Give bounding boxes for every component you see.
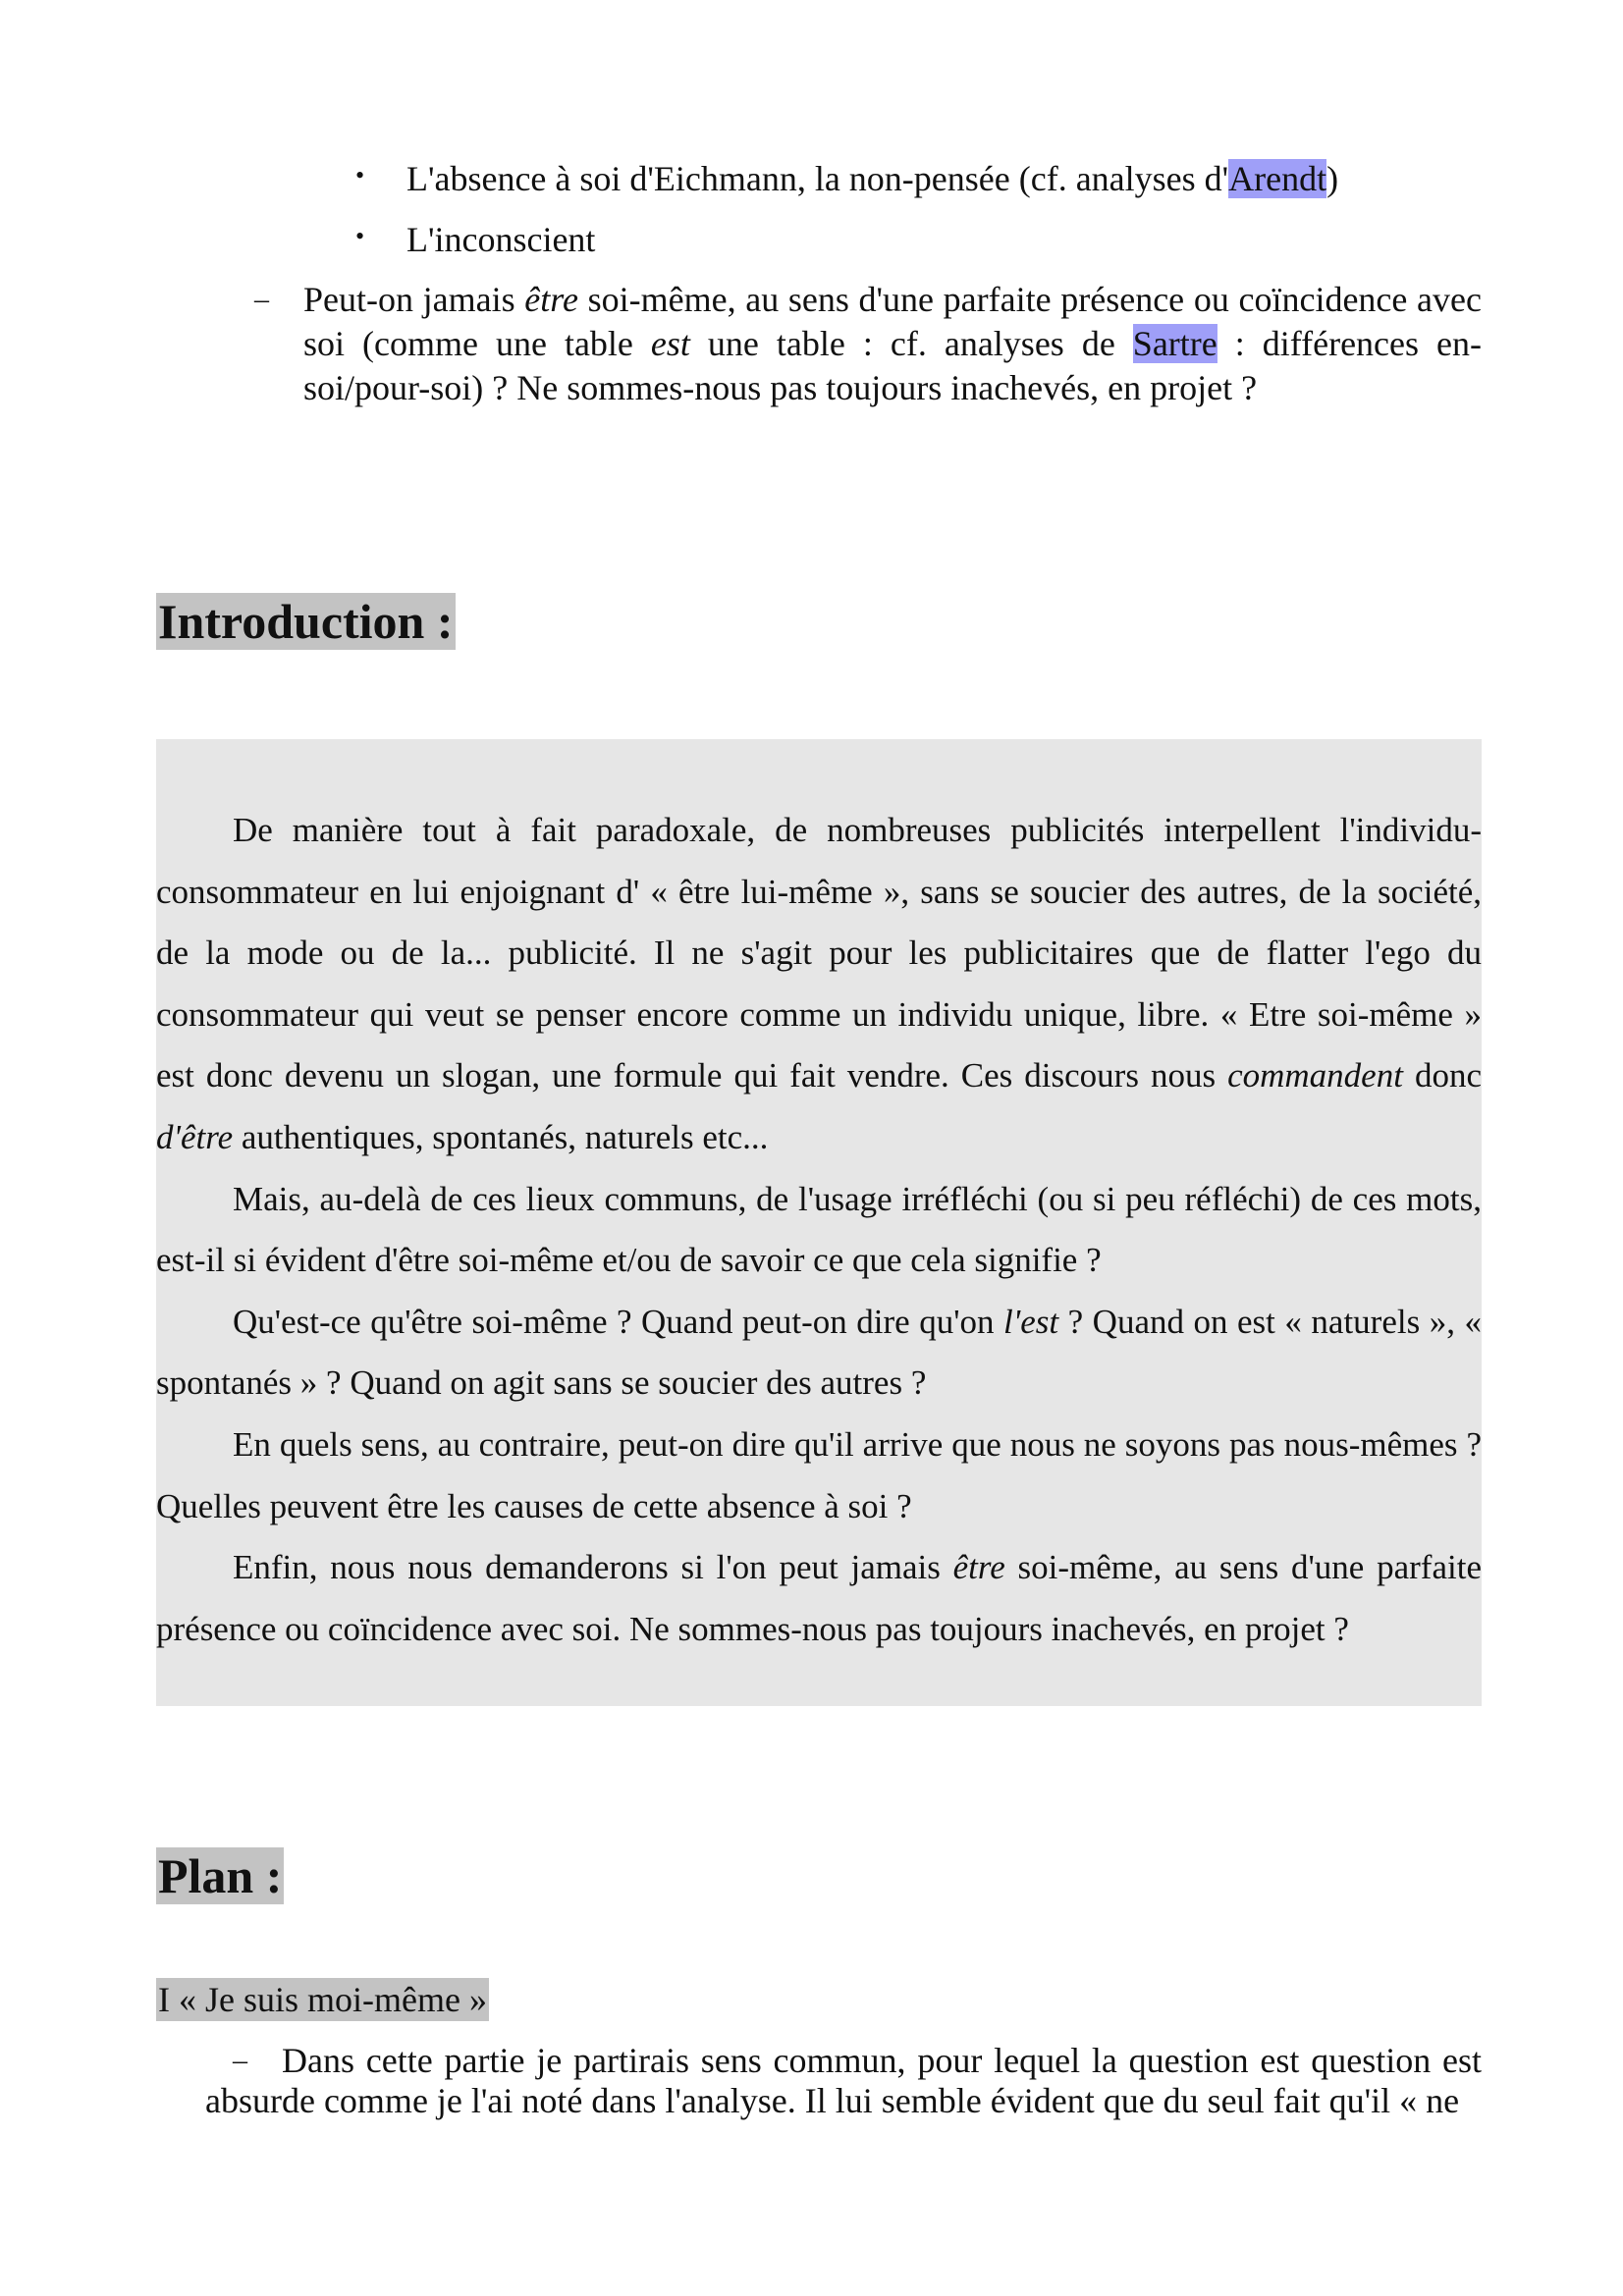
part-one-text: Dans cette partie je partirais sens commun, pour lequel la question est question est absurde comme je l'ai noté dans l'analyse. Il lui semble évident que du seul fait qu'il « ne <box>205 2041 1482 2120</box>
introduction-text <box>156 800 1482 1660</box>
bullet-glyph: • <box>355 161 365 189</box>
part-one-title: I « Je suis moi-même » <box>158 1980 487 2019</box>
bullet-item-inconscient: L'inconscient <box>406 220 596 259</box>
bullet-text-end: ) <box>1326 159 1339 198</box>
highlighted-name-arendt: Arendt <box>1228 159 1327 198</box>
dash-glyph: – <box>254 283 269 315</box>
intro-paragraph-1: De manière tout à fait paradoxale, de nombreuses publicités interpellent l'individu-consommateur en lui enjoignant d' « être lui-même », sans se soucier des autres, de la société, de la mode ou de la... publicité. Il ne s'agit pour les publicitaires que de flatter l'ego du consommateur qui veut se penser encore comme un individu unique, libre. « Etre soi-même » est donc devenu un slogan, une formule qui fait vendre. Ces discours nous commandent donc d'être authentiques, spontanés, naturels etc... <box>156 811 1482 1156</box>
dash-item-presence: Peut-on jamais être soi-même, au sens d'une parfaite présence ou coïncidence avec soi (comme une table est une table : cf. analyses de Sartre : différences en-soi/pour-soi) ? Ne sommes-nous pas toujours inachevés, en projet ? <box>303 280 1482 407</box>
plan-heading: Plan : <box>158 1848 283 1903</box>
intro-paragraph-5: Enfin, nous nous demanderons si l'on peut jamais être soi-même, au sens d'une parfaite présence ou coïncidence avec soi. Ne sommes-nous pas toujours inachevés, en projet ? <box>156 1548 1482 1648</box>
bullet-item-arendt <box>406 157 1338 200</box>
intro-paragraph-2: Mais, au-delà de ces lieux communs, de l'usage irréfléchi (ou si peu réfléchi) de ces mots, est-il si évident d'être soi-même et/ou de savoir ce que cela signifie ? <box>156 1179 1482 1280</box>
dash-glyph: – <box>233 2044 247 2076</box>
highlighted-name-sartre: Sartre <box>1132 324 1217 363</box>
bullet-glyph: • <box>355 222 365 250</box>
intro-paragraph-3: Qu'est-ce qu'être soi-même ? Quand peut-on dire qu'on l'est ? Quand on est « naturels », « spontanés » ? Quand on agit sans se soucier des autres ? <box>156 1302 1482 1403</box>
bullet-text: L'absence à soi d'Eichmann, la non-pensée (cf. analyses d' <box>406 159 1229 198</box>
intro-paragraph-4: En quels sens, au contraire, peut-on dire qu'il arrive que nous ne soyons pas nous-mêmes ? Quelles peuvent être les causes de cette absence à soi ? <box>156 1424 1482 1525</box>
introduction-heading: Introduction : <box>158 594 454 649</box>
